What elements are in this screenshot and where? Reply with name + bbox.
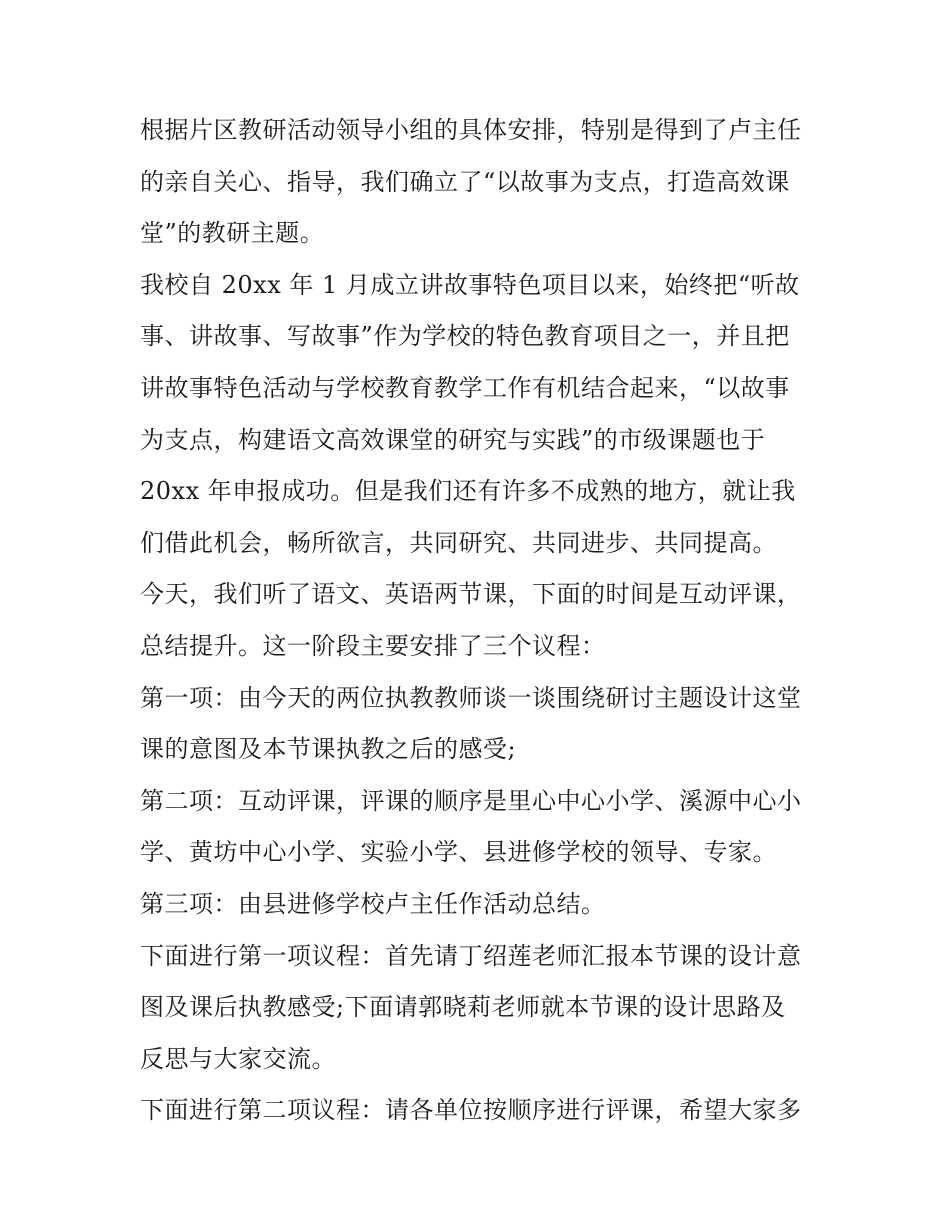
text-line: 20xx 年申报成功。但是我们还有许多不成熟的地方，就让我 xyxy=(140,477,796,506)
document-body xyxy=(140,105,820,1137)
text-line: 学、黄坊中心小学、实验小学、县进修学校的领导、专家。 xyxy=(140,838,777,867)
text-line: 第二项：互动评课，评课的顺序是里心中心小学、溪源中心小 xyxy=(140,786,802,815)
text-line: 讲故事特色活动与学校教育教学工作有机结合起来，“以故事 xyxy=(140,373,790,402)
text-line: 的亲自关心、指导，我们确立了“以故事为支点，打造高效课 xyxy=(140,167,790,196)
text-line: 第一项：由今天的两位执教教师谈一谈围绕研讨主题设计这堂 xyxy=(140,683,802,712)
text-line: 图及课后执教感受;下面请郭晓莉老师就本节课的设计思路及 xyxy=(140,993,786,1022)
paragraph xyxy=(140,569,820,672)
text-line: 根据片区教研活动领导小组的具体安排，特别是得到了卢主任 xyxy=(140,116,802,144)
text-line: 们借此机会，畅所欲言，共同研究、共同进步、共同提高。 xyxy=(140,528,777,557)
paragraph xyxy=(140,776,820,879)
text-line: 课的意图及本节课执教之后的感受; xyxy=(140,735,517,764)
paragraph xyxy=(140,105,820,260)
text-line: 事、讲故事、写故事”作为学校的特色教育项目之一，并且把 xyxy=(140,322,790,351)
text-line: 反思与大家交流。 xyxy=(140,1044,336,1073)
text-line: 今天，我们听了语文、英语两节课，下面的时间是互动评课， xyxy=(140,580,802,609)
text-line: 堂”的教研主题。 xyxy=(140,219,325,248)
paragraph xyxy=(140,1085,820,1137)
paragraph xyxy=(140,879,820,931)
paragraph xyxy=(140,931,820,1086)
text-line: 第三项：由县进修学校卢主任作活动总结。 xyxy=(140,889,606,918)
text-line: 我校自 20xx 年 1 月成立讲故事特色项目以来，始终把“听故 xyxy=(140,270,800,299)
text-line: 总结提升。这一阶段主要安排了三个议程： xyxy=(140,631,606,660)
text-line: 为支点，构建语文高效课堂的研究与实践”的市级课题也于 xyxy=(140,425,766,454)
text-line: 下面进行第二项议程：请各单位按顺序进行评课，希望大家多 xyxy=(140,1096,802,1125)
paragraph xyxy=(140,673,820,776)
text-line: 下面进行第一项议程：首先请丁绍莲老师汇报本节课的设计意 xyxy=(140,941,802,970)
paragraph xyxy=(140,260,820,570)
